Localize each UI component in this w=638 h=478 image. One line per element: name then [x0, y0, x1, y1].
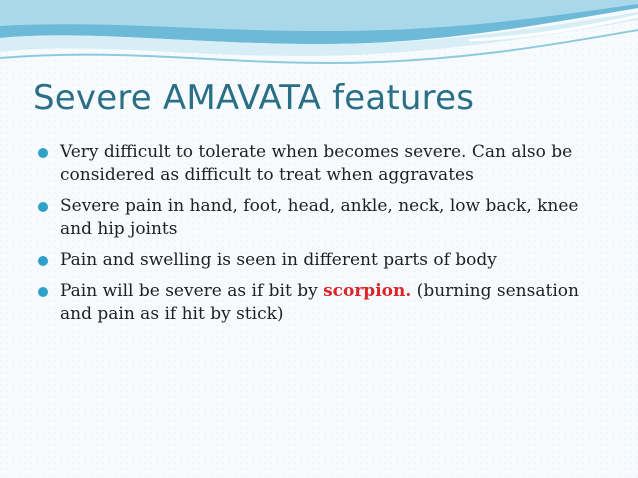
bullet-item [38, 249, 610, 272]
slide-title: Severe AMAVATA features [33, 78, 475, 118]
bullet-text: Very difficult to tolerate when becomes severe. Can also be considered as difficult to treat when aggravates [60, 142, 573, 185]
bullet-dot-icon [38, 202, 48, 212]
bullet-item [38, 141, 610, 187]
bullet-text: Pain and swelling is seen in different parts of body [60, 250, 497, 270]
bullet-item [38, 195, 610, 241]
bullet-emphasis: scorpion. [323, 281, 412, 301]
bullet-list [38, 141, 610, 334]
bullet-text-after: (burning sensation and pain as if hit by stick) [60, 281, 579, 324]
bullet-dot-icon [38, 287, 48, 297]
bullet-text: Severe pain in hand, foot, head, ankle, neck, low back, knee and hip joints [60, 196, 579, 239]
wave-header-graphic [0, 0, 638, 82]
bullet-dot-icon [38, 256, 48, 266]
bullet-dot-icon [38, 148, 48, 158]
bullet-item [38, 280, 610, 326]
bullet-text-before: Pain will be severe as if bit by [60, 281, 324, 301]
